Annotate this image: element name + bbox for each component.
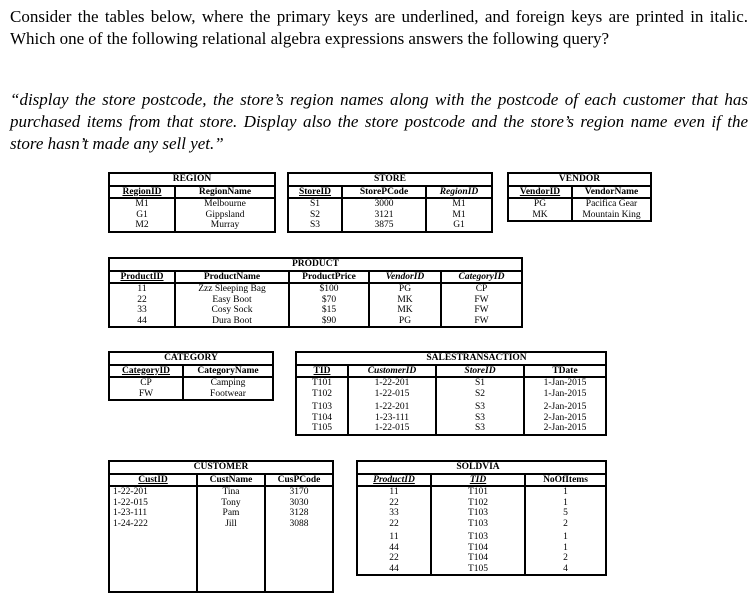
table-cell: S3 <box>436 402 524 413</box>
table-cell: M1 <box>452 199 466 209</box>
table-cell: S3 <box>436 423 524 435</box>
table-row <box>109 486 333 498</box>
table-cell: S3 <box>288 220 342 232</box>
column-header: ProductName <box>175 271 289 284</box>
table-cell: 3000 <box>342 198 426 210</box>
table-row <box>357 532 606 543</box>
question-intro: Consider the tables below, where the primary keys are underlined, and foreign keys are printed in italic. Which one of the following relational algebra expressions answers the following query? <box>10 7 748 48</box>
table-title: VENDOR <box>508 173 651 186</box>
table-cell: 3875 <box>342 220 426 232</box>
table-cell: 1 <box>563 497 568 508</box>
table-row <box>296 402 606 413</box>
table-cell: T104 <box>431 543 525 554</box>
table-cell: 1-22-015 <box>348 423 436 435</box>
table-cell: PG <box>369 283 441 295</box>
column-header: ProductID <box>109 271 175 284</box>
table-cell: 11 <box>109 283 175 295</box>
store-table <box>287 172 493 233</box>
table-cell: 1-Jan-2015 <box>543 378 587 388</box>
category-table <box>108 351 274 401</box>
product-table <box>108 257 523 328</box>
table-cell: PG <box>369 316 441 328</box>
table-cell: Jill <box>197 519 265 593</box>
table-cell: 1-22-201 <box>348 402 436 413</box>
column-header: StorePCode <box>342 186 426 199</box>
table-row <box>109 305 522 316</box>
table-cell: Zzz Sleeping Bag <box>175 283 289 295</box>
table-cell: 5 <box>563 508 568 518</box>
table-cell: 3170 <box>289 487 309 497</box>
salestransaction-table <box>295 351 607 436</box>
table-cell: FW <box>109 389 183 401</box>
table-cell: PG <box>508 198 572 210</box>
table-cell: G1 <box>109 210 175 221</box>
table-row <box>109 389 273 401</box>
table-cell: 3128 <box>289 508 309 518</box>
query-text: “display the store postcode, the store’s region names along with the postcode of each customer that has purchased items from that store. Display also the store postcode and the store’s region name even if the store hasn’t made any sell yet.” <box>10 90 748 153</box>
table-row <box>357 553 606 564</box>
table-cell: Tony <box>197 498 265 509</box>
column-header: RegionID <box>426 186 492 199</box>
table-cell: 1-22-015 <box>348 389 436 403</box>
table-row <box>109 220 275 232</box>
column-header: VendorID <box>369 271 441 284</box>
table-cell: Camping <box>210 378 246 388</box>
table-cell: $90 <box>289 316 369 328</box>
table-row <box>109 508 333 519</box>
table-title: CUSTOMER <box>109 461 333 474</box>
table-cell: 1-22-015 <box>109 498 197 509</box>
table-row <box>109 198 275 210</box>
table-cell: T104 <box>296 413 348 424</box>
table-cell: 1-23-111 <box>109 508 197 519</box>
table-cell: 4 <box>563 563 568 574</box>
table-cell: Pacifica Gear <box>585 199 638 209</box>
table-row <box>357 508 606 519</box>
table-row <box>357 564 606 576</box>
column-header: StoreID <box>288 186 342 199</box>
table-cell: S2 <box>288 210 342 221</box>
table-cell: T104 <box>431 553 525 564</box>
table-cell: M2 <box>109 220 175 232</box>
table-row <box>357 486 606 498</box>
table-cell: Murray <box>210 220 240 230</box>
table-title: STORE <box>288 173 492 186</box>
column-header: RegionID <box>109 186 175 199</box>
table-cell: FW <box>474 305 489 315</box>
column-header: NoOfItems <box>525 474 606 487</box>
table-row <box>288 198 492 210</box>
table-cell: Gippsland <box>205 209 245 220</box>
column-header: VendorName <box>572 186 651 199</box>
table-row <box>357 519 606 533</box>
column-header: ProductPrice <box>289 271 369 284</box>
table-cell: FW <box>474 294 489 305</box>
table-title: CATEGORY <box>109 352 273 365</box>
table-cell: S1 <box>436 377 524 389</box>
column-header: RegionName <box>175 186 275 199</box>
table-cell: CP <box>109 377 183 389</box>
table-cell: $15 <box>289 305 369 316</box>
table-row <box>296 389 606 403</box>
table-cell: 44 <box>357 543 431 554</box>
column-header: CustomerID <box>348 365 436 378</box>
column-header: TID <box>296 365 348 378</box>
table-row <box>296 423 606 435</box>
table-cell: T102 <box>431 498 525 509</box>
table-cell: T103 <box>296 402 348 413</box>
table-row <box>357 543 606 554</box>
table-cell: 2-Jan-2015 <box>543 412 587 423</box>
column-header: ProductID <box>357 474 431 487</box>
table-cell: 2 <box>563 553 568 563</box>
table-cell: 1-22-201 <box>348 377 436 389</box>
table-cell: T105 <box>431 564 525 576</box>
table-cell: 3030 <box>289 497 309 508</box>
table-cell: T103 <box>431 508 525 519</box>
table-cell: S3 <box>436 413 524 424</box>
table-cell: FW <box>474 315 489 326</box>
table-cell: MK <box>369 305 441 316</box>
table-cell: $100 <box>289 283 369 295</box>
table-cell: T105 <box>296 423 348 435</box>
column-header: CusPCode <box>265 474 333 487</box>
table-title: PRODUCT <box>292 259 339 269</box>
table-title: SALESTRANSACTION <box>426 353 527 363</box>
table-cell: 1-22-201 <box>109 486 197 498</box>
table-row <box>109 519 333 593</box>
table-row <box>109 295 522 306</box>
table-cell: 2-Jan-2015 <box>543 402 587 412</box>
table-cell: 33 <box>357 508 431 519</box>
table-cell: S1 <box>288 198 342 210</box>
table-cell: Mountain King <box>582 209 641 220</box>
table-cell: 3088 <box>289 518 309 529</box>
table-cell: Tina <box>197 486 265 498</box>
table-row <box>357 498 606 509</box>
table-cell: 22 <box>357 519 431 533</box>
table-cell: 2 <box>563 518 568 529</box>
table-cell: M1 <box>452 209 466 220</box>
table-cell: 2-Jan-2015 <box>543 423 587 433</box>
table-cell: M1 <box>109 198 175 210</box>
column-header: CustID <box>109 474 197 487</box>
table-cell: MK <box>369 295 441 306</box>
table-title: REGION <box>109 173 275 186</box>
column-header: CategoryID <box>441 271 522 284</box>
table-row <box>109 377 273 389</box>
soldvia-table <box>356 460 607 576</box>
table-row <box>296 413 606 424</box>
table-row <box>508 198 651 210</box>
table-cell: 22 <box>357 553 431 564</box>
table-cell: 33 <box>109 305 175 316</box>
table-cell: T103 <box>431 519 525 533</box>
table-title: SOLDVIA <box>456 462 500 472</box>
table-cell: 1-Jan-2015 <box>543 388 587 399</box>
table-cell: 44 <box>109 316 175 328</box>
table-cell: Dura Boot <box>175 316 289 328</box>
table-row <box>109 316 522 328</box>
table-cell: S2 <box>436 389 524 403</box>
table-row <box>109 283 522 295</box>
column-header: VendorID <box>508 186 572 199</box>
table-row <box>508 210 651 222</box>
table-cell: 1 <box>563 532 568 542</box>
column-header: CustName <box>197 474 265 487</box>
table-cell: 44 <box>357 564 431 576</box>
column-header: CategoryName <box>183 365 273 378</box>
table-cell: CP <box>475 284 488 294</box>
table-cell: 1 <box>563 542 568 553</box>
column-header: TID <box>431 474 525 487</box>
table-cell: Easy Boot <box>175 295 289 306</box>
table-cell: 11 <box>357 486 431 498</box>
table-cell: Footwear <box>210 388 246 399</box>
table-row <box>109 498 333 509</box>
table-cell: 3121 <box>342 210 426 221</box>
table-row <box>109 210 275 221</box>
table-row <box>288 210 492 221</box>
table-cell: 11 <box>357 532 431 543</box>
customer-table <box>108 460 334 593</box>
table-cell: T101 <box>296 377 348 389</box>
region-table <box>108 172 276 233</box>
column-header: CategoryID <box>109 365 183 378</box>
table-cell: 1 <box>563 487 568 497</box>
table-cell: Cosy Sock <box>175 305 289 316</box>
table-cell: Pam <box>197 508 265 519</box>
table-cell: 1-24-222 <box>109 519 197 593</box>
table-cell: T103 <box>431 532 525 543</box>
table-cell: 22 <box>109 295 175 306</box>
table-cell: $70 <box>289 295 369 306</box>
table-row <box>288 220 492 232</box>
table-cell: G1 <box>453 220 465 230</box>
table-cell: T101 <box>431 486 525 498</box>
column-header: TDate <box>524 365 606 378</box>
column-header: StoreID <box>436 365 524 378</box>
table-row <box>296 377 606 389</box>
table-cell: 22 <box>357 498 431 509</box>
table-cell: Melbourne <box>204 199 246 209</box>
table-cell: MK <box>508 210 572 222</box>
vendor-table <box>507 172 652 222</box>
table-cell: T102 <box>296 389 348 403</box>
table-cell: 1-23-111 <box>348 413 436 424</box>
